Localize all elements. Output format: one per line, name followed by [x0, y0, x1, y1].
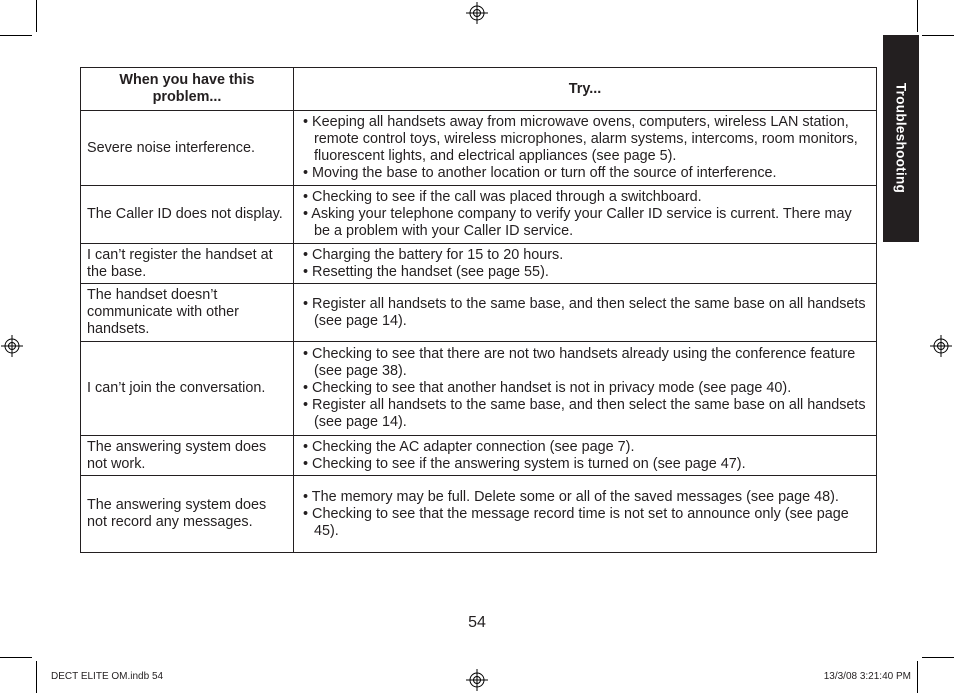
solution-item: [303, 397, 868, 431]
table-row: [81, 342, 877, 436]
solution-list: [303, 439, 868, 473]
table-row: [81, 244, 877, 284]
registration-mark-icon: [466, 2, 488, 24]
solution-item: [303, 456, 868, 473]
bullet-icon: •: [303, 455, 313, 472]
crop-mark: [917, 0, 918, 32]
solution-list: [303, 346, 868, 431]
crop-mark: [0, 657, 32, 658]
solution-item: [303, 206, 868, 240]
solution-item: [303, 439, 868, 456]
solution-cell: [294, 111, 877, 186]
solution-text: Resetting the handset (see page 55).: [312, 263, 549, 280]
crop-mark: [917, 661, 918, 693]
section-tab-label: Troubleshooting: [893, 82, 909, 194]
table-row: [81, 436, 877, 476]
solution-item: [303, 114, 868, 165]
crop-mark: [36, 0, 37, 32]
section-tab: [883, 35, 919, 242]
solution-item: [303, 264, 868, 281]
solution-text: Checking to see that there are not two handsets already using the conference feature (see page 38).: [312, 346, 856, 379]
problem-cell: The handset doesn’t communicate with other handsets.: [81, 284, 294, 342]
footer-file-info: DECT ELITE OM.indb 54: [51, 671, 164, 682]
crop-mark: [0, 35, 32, 36]
solution-list: [303, 247, 868, 281]
solution-list: [303, 114, 868, 182]
bullet-icon: •: [303, 438, 313, 455]
crop-mark: [36, 661, 37, 693]
bullet-icon: •: [303, 397, 313, 413]
solution-item: [303, 247, 868, 264]
problem-cell: The answering system does not work.: [81, 436, 294, 476]
solution-item: [303, 189, 868, 206]
solution-list: [303, 296, 868, 330]
solution-text: Charging the battery for 15 to 20 hours.: [312, 246, 564, 263]
troubleshooting-table: [80, 67, 877, 553]
solution-cell: [294, 284, 877, 342]
table-row: [81, 111, 877, 186]
table-header-row: [81, 68, 877, 111]
solution-text: Register all handsets to the same base, and then select the same base on all handsets (see page 14).: [312, 397, 866, 430]
registration-mark-icon: [466, 669, 488, 691]
bullet-icon: •: [303, 206, 312, 222]
solution-text: Checking to see if the answering system is turned on (see page 47).: [312, 455, 746, 472]
problem-cell: The answering system does not record any messages.: [81, 476, 294, 553]
table-row: [81, 476, 877, 553]
try-column-header: Try...: [294, 68, 877, 111]
crop-mark: [922, 35, 954, 36]
solution-item: [303, 296, 868, 330]
registration-mark-icon: [1, 335, 23, 357]
bullet-icon: •: [303, 246, 313, 263]
bullet-icon: •: [303, 295, 313, 312]
solution-item: [303, 506, 868, 540]
table-body: [81, 111, 877, 553]
page-number: 54: [468, 614, 486, 631]
solution-text: The memory may be full. Delete some or all of the saved messages (see page 48).: [311, 488, 839, 505]
crop-mark: [922, 657, 954, 658]
solution-item: [303, 165, 868, 182]
table-row: [81, 284, 877, 342]
solution-item: [303, 346, 868, 380]
bullet-icon: •: [303, 114, 313, 130]
footer-timestamp: 13/3/08 3:21:40 PM: [823, 671, 911, 682]
solution-cell: [294, 342, 877, 436]
bullet-icon: •: [303, 488, 312, 505]
bullet-icon: •: [303, 189, 313, 205]
solution-text: Register all handsets to the same base, and then select the same base on all handsets (see page 14).: [312, 295, 866, 329]
registration-mark-icon: [930, 335, 952, 357]
solution-list: [303, 489, 868, 540]
solution-cell: [294, 436, 877, 476]
solution-text: Checking to see if the call was placed through a switchboard.: [312, 189, 702, 205]
solution-item: [303, 489, 868, 506]
solution-cell: [294, 186, 877, 244]
bullet-icon: •: [303, 380, 313, 396]
table-row: [81, 186, 877, 244]
solution-text: Moving the base to another location or turn off the source of interference.: [312, 165, 777, 181]
solution-item: [303, 380, 868, 397]
solution-text: Keeping all handsets away from microwave ovens, computers, wireless LAN station, remote control toys, wireless microphones, alarm systems, intercoms, room monitors, fluorescent lights, and electrical appliances (see page 5).: [312, 114, 858, 164]
problem-cell: I can’t register the handset at the base.: [81, 244, 294, 284]
bullet-icon: •: [303, 263, 313, 280]
solution-text: Asking your telephone company to verify your Caller ID service is current. There may be a problem with your Caller ID service.: [311, 206, 852, 239]
solution-cell: [294, 476, 877, 553]
solution-text: Checking to see that another handset is not in privacy mode (see page 40).: [312, 380, 792, 396]
bullet-icon: •: [303, 505, 313, 522]
problem-cell: Severe noise interference.: [81, 111, 294, 186]
solution-text: Checking the AC adapter connection (see page 7).: [312, 438, 635, 455]
problem-column-header: When you have this problem...: [81, 68, 294, 111]
bullet-icon: •: [303, 165, 313, 181]
solution-list: [303, 189, 868, 240]
problem-cell: The Caller ID does not display.: [81, 186, 294, 244]
bullet-icon: •: [303, 346, 313, 362]
problem-cell: I can’t join the conversation.: [81, 342, 294, 436]
solution-cell: [294, 244, 877, 284]
solution-text: Checking to see that the message record time is not set to announce only (see page 45).: [312, 505, 849, 539]
